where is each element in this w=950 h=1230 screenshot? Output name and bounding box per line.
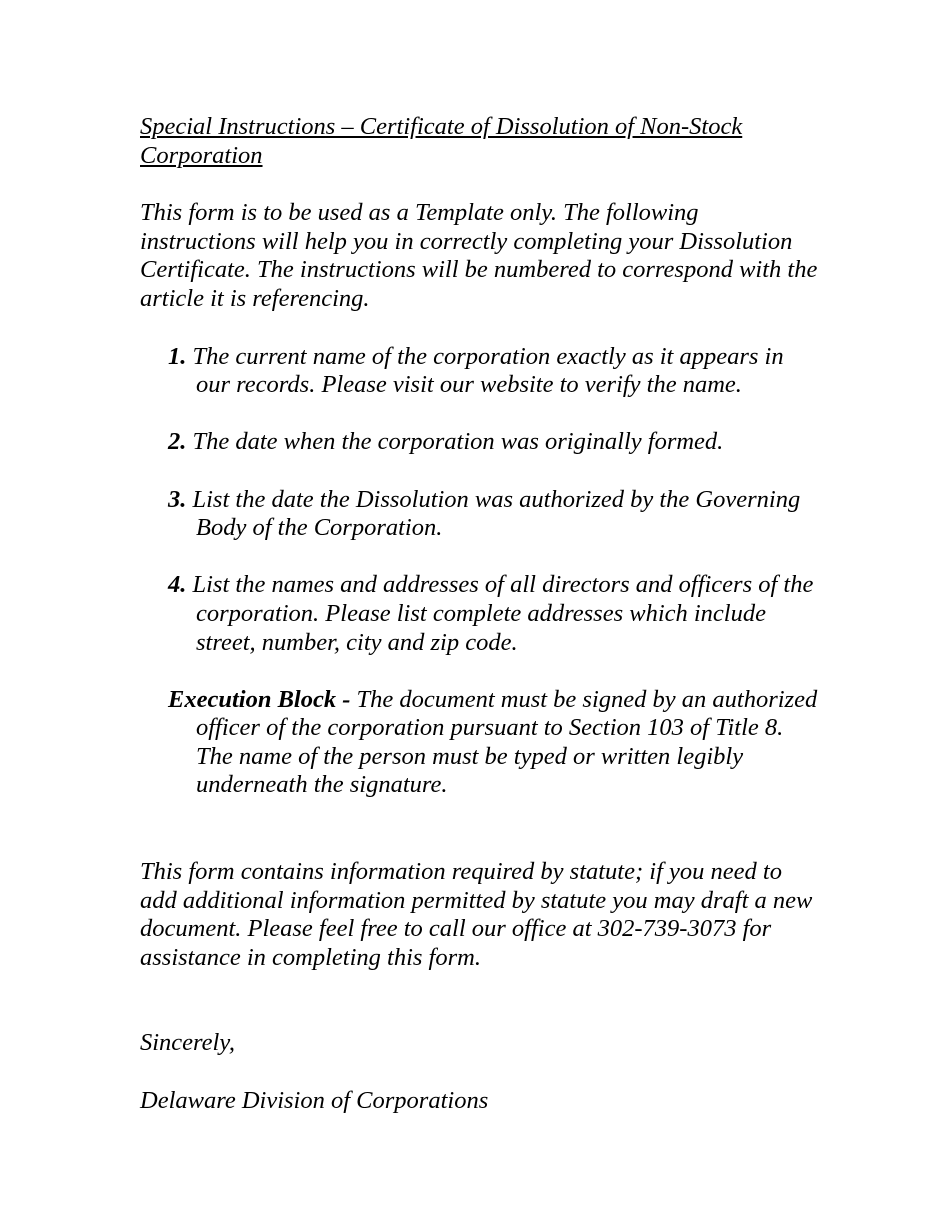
list-item (140, 343, 820, 400)
item-text: The current name of the corporation exactly as it appears in our records. Please visit our website to verify the name. (192, 342, 784, 399)
execution-block-label: Execution Block - (168, 685, 351, 713)
list-item (140, 486, 820, 543)
item-number: 2. (168, 428, 187, 456)
list-item (140, 571, 820, 657)
sincerely-line: Sincerely, (140, 1029, 236, 1057)
document-page (140, 113, 820, 1116)
item-number: 4. (168, 571, 187, 599)
item-number: 1. (168, 342, 187, 370)
intro-paragraph: This form is to be used as a Template only. The following instructions will help you in correctly completing your Dissolution Certificate. The instructions will be numbered to correspond with the article it is referencing. (140, 199, 818, 312)
page-title: Special Instructions – Certificate of Dissolution of Non-Stock Corporation (140, 113, 743, 169)
list-item (140, 428, 820, 457)
signoff-line: Delaware Division of Corporations (140, 1087, 489, 1115)
item-number: 3. (168, 485, 187, 513)
execution-block (140, 686, 820, 800)
item-text: List the date the Dissolution was authorized by the Governing Body of the Corporation. (192, 485, 801, 542)
execution-block-text: The document must be signed by an authorized officer of the corporation pursuant to Section 103 of Title 8. The name of the person must be typed or written legibly underneath the signature. (196, 685, 818, 799)
closing-paragraph: This form contains information required by statute; if you need to add additional information permitted by statute you may draft a new document. Please feel free to call our office at 302-739-3073 for assistance in completing this form. (140, 858, 813, 971)
item-text: List the names and addresses of all directors and officers of the corporation. Please list complete addresses which include street, number, city and zip code. (192, 571, 814, 656)
item-text: The date when the corporation was originally formed. (192, 428, 724, 456)
instruction-list (140, 343, 820, 658)
